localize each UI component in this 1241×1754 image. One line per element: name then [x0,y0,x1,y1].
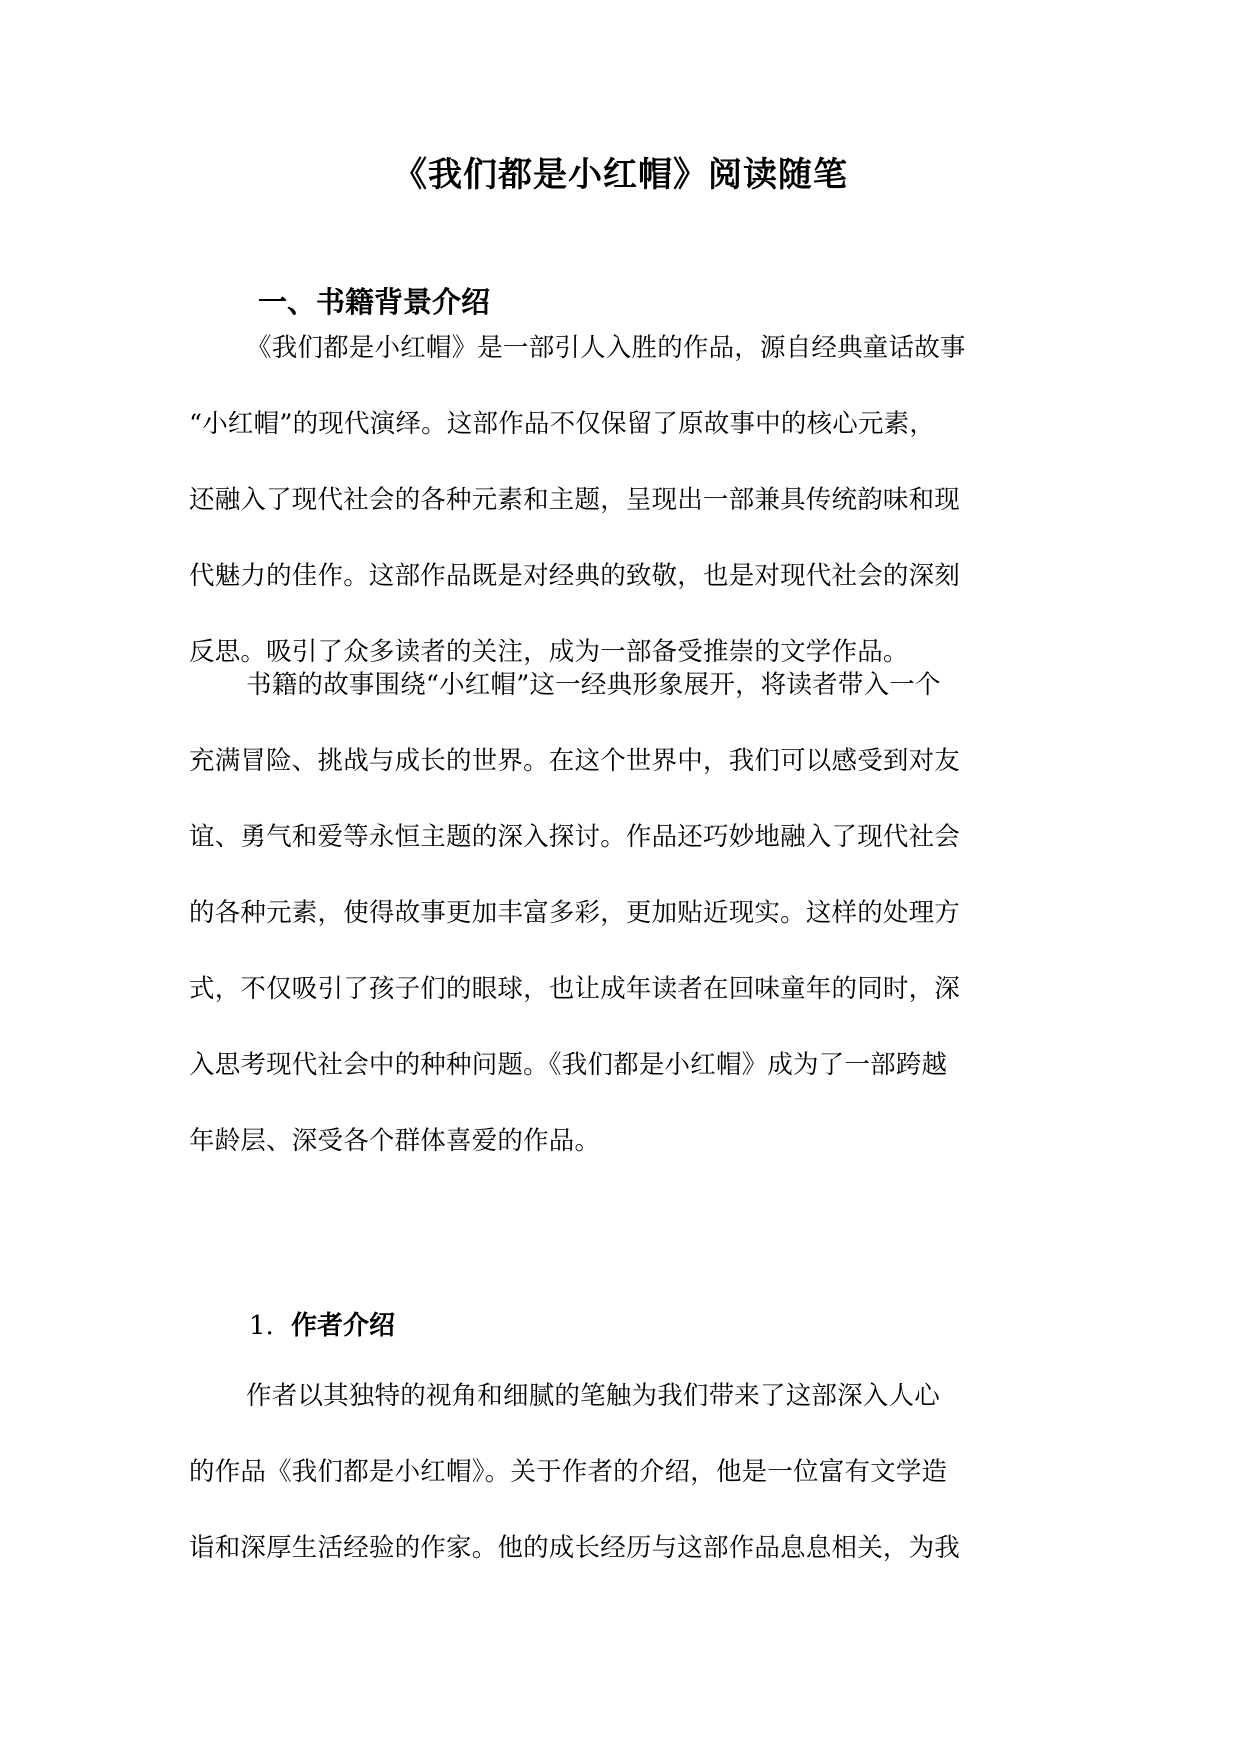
text-line: 代魅力的佳作。这部作品既是对经典的致敬，也是对现代社会的深刻 [189,561,961,591]
text-line: 书籍的故事围绕“小红帽”这一经典形象展开，将读者带入一个 [246,670,941,700]
subsection-title: 作者介绍 [291,1311,396,1341]
text-line: 还融入了现代社会的各种元素和主题，呈现出一部兼具传统韵味和现 [189,485,961,515]
paragraph-author-1 [189,1358,1069,1586]
text-line: 反思。吸引了众多读者的关注，成为一部备受推崇的文学作品。 [189,637,909,667]
text-line: 入思考现代社会中的种种问题。《我们都是小红帽》成为了一部跨越 [189,1050,948,1080]
paragraph-background-1 [189,310,1069,690]
document-title: 《我们都是小红帽》阅读随笔 [393,155,848,195]
text-line: 充满冒险、挑战与成长的世界。在这个世界中，我们可以感受到对友 [189,746,961,776]
text-line: 的作品《我们都是小红帽》。关于作者的介绍，他是一位富有文学造 [189,1457,948,1487]
text-line: “小红帽”的现代演绎。这部作品不仅保留了原故事中的核心元素， [189,409,936,439]
text-line: 诣和深厚生活经验的作家。他的成长经历与这部作品息息相关，为我 [189,1533,961,1563]
text-line: 谊、勇气和爱等永恒主题的深入探讨。作品还巧妙地融入了现代社会 [189,822,961,852]
section-heading-background: 一、书籍背景介绍 [258,285,491,319]
paragraph-background-2 [189,647,1069,1179]
subsection-number: 1. [249,1311,274,1341]
text-line: 的各种元素，使得故事更加丰富多彩，更加贴近现实。这样的处理方 [189,898,961,928]
text-line: 年龄层、深受各个群体喜爱的作品。 [189,1126,601,1156]
subsection-heading-author [249,1306,395,1346]
text-line: 式，不仅吸引了孩子们的眼球，也让成年读者在回味童年的同时，深 [189,974,961,1004]
text-line: 作者以其独特的视角和细腻的笔触为我们带来了这部深入人心 [246,1381,940,1411]
text-line: 《我们都是小红帽》是一部引人入胜的作品，源自经典童话故事 [246,333,966,363]
